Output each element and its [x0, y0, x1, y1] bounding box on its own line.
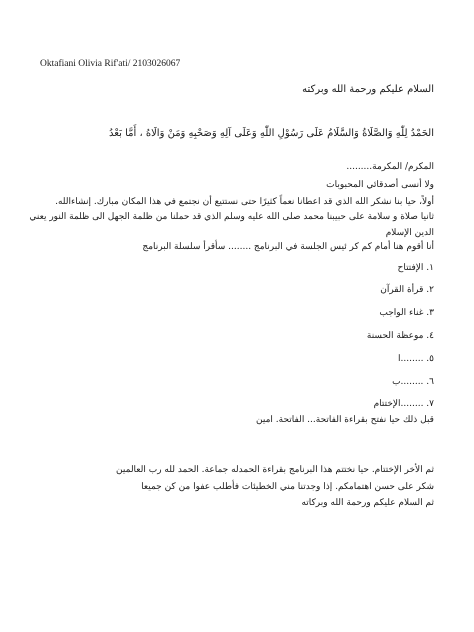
program-item: ٥. ........ا [398, 354, 434, 364]
opening-prayer: قبل ذلك حيا نفتح بقراءة الفاتحة... الفاتحة. امين [256, 415, 434, 425]
program-intro: أنا أقوم هنا أمام كم كر ئيس الجلسة في البرنامج ........ سأقرأ سلسلة البرنامج [142, 242, 434, 252]
address-friends: ولا أنسى أصدقائي المحبوبات [326, 180, 434, 190]
paragraph-second-a: ثانيا صلاة و سلامة على حبيبنا محمد صلى الله عليه وسلم الذي قد حملنا من ظلمة الجهل الى ظلمة النور يعني [29, 212, 434, 222]
paragraph-first: أولاً، حيا بنا نشكر الله الذي قد اعطانا نعماً كثيرًا حتى نستتيع أن نجتمع في هذا المكان مبارك. إنشاءالله. [55, 197, 434, 207]
author-line: Oktafiani Olivia Rif'ati/ 2103026067 [40, 59, 181, 69]
closing-line-2: شكر على حسن اهتمامكم. إذا وجدتنا مني الخطيئات فأطلب عفوا من كن جميعا [141, 482, 434, 492]
paragraph-second-b: الدين الإسلام [385, 228, 434, 238]
program-item: ٢. قرأة القرآن [380, 285, 434, 295]
program-item: ٤. موعظة الحسنة [366, 331, 434, 341]
program-item: ٧. ........الإختتام [373, 399, 434, 409]
closing-line-1: ثم الأخر الإختتام. حيا نختتم هذا البرنامج بقراءة الحمدله جماعة. الحمد لله رب العالمين [116, 465, 434, 475]
closing-line-3: ثم السلام عليكم ورحمة الله وبركاته [301, 498, 434, 508]
program-item: ٦. ........ب [392, 377, 434, 387]
opening-praise: الحَمْدُ لِلّٰهِ وَالصَّلَاةُ وَالسَّلَامُ عَلَى رَسُوْلِ اللّٰهِ وَعَلَى آلِهِ وَصَحْبِهِ وَمَنْ وَالَاهُ ، أَمَّا بَعْدُ [109, 128, 434, 139]
greeting: السلام عليكم ورحمة الله وبركته [302, 84, 434, 95]
address-honorific: المكرم/ المكرمة......... [346, 162, 434, 172]
program-item: ٣. غناء الواجب [379, 308, 434, 318]
program-item: ١. الإفتتاح [397, 263, 434, 273]
